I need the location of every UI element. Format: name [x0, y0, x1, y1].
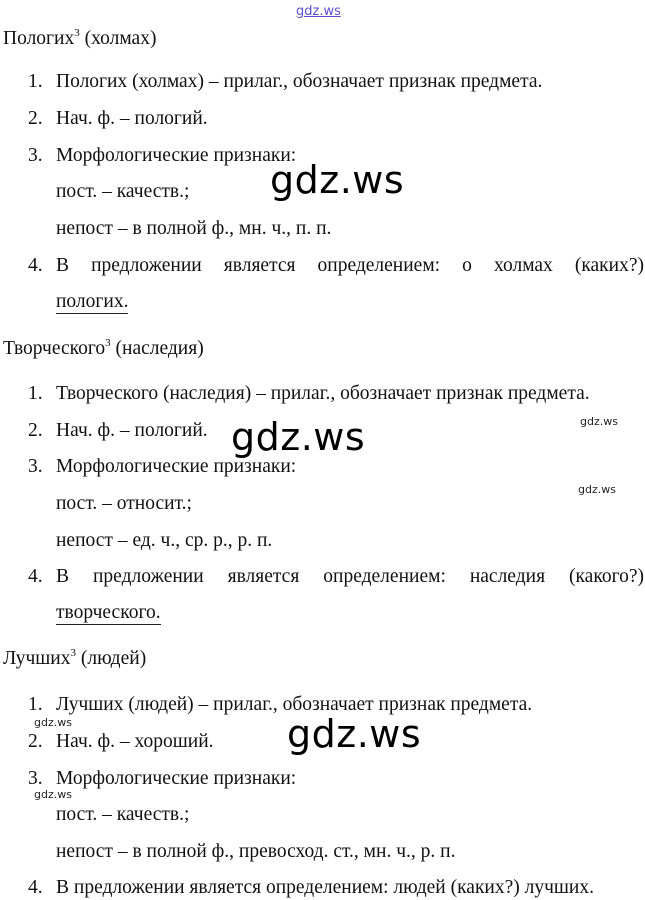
item-text: Нач. ф. – пологий. — [56, 108, 208, 129]
heading-superscript: 3 — [105, 337, 111, 349]
heading-rest: (людей) — [76, 648, 147, 669]
item-number: 1. — [28, 694, 43, 715]
underlined-word: пологих. — [56, 291, 129, 312]
item-number: 3. — [28, 456, 43, 477]
item-number: 4. — [28, 877, 43, 898]
underlined-word: творческого. — [56, 602, 161, 623]
item-subline: пост. – относит.; — [56, 493, 192, 514]
item-text: Морфологические признаки: — [56, 145, 297, 166]
item-number: 1. — [28, 383, 43, 404]
item-number: 4. — [28, 255, 43, 276]
item-text: Пологих (холмах) – прилаг., обозначает признак предмета. — [56, 71, 543, 92]
item-continuation — [56, 601, 161, 625]
item-text: В предложении является определением: людей (каких?) лучших. — [56, 877, 594, 898]
item-text: Нач. ф. – хороший. — [56, 731, 214, 752]
watermark-large: gdz.ws — [270, 158, 405, 202]
heading-superscript: 3 — [70, 647, 76, 659]
item-text: В предложении является определением: о холмах (каких?) — [56, 255, 644, 276]
section-heading — [3, 337, 204, 361]
heading-rest: (наследия) — [110, 338, 204, 359]
heading-superscript: 3 — [74, 27, 80, 39]
watermark-top[interactable]: gdz.ws — [296, 4, 341, 19]
item-text: Нач. ф. – пологий. — [56, 420, 208, 441]
item-text: Творческого (наследия) – прилаг., обозначает признак предмета. — [56, 383, 590, 404]
item-subline: пост. – качеств.; — [56, 181, 190, 202]
item-number: 3. — [28, 768, 43, 789]
item-number: 2. — [28, 108, 43, 129]
item-number: 1. — [28, 71, 43, 92]
watermark-small: gdz.ws — [34, 716, 72, 729]
watermark-large: gdz.ws — [231, 415, 366, 459]
watermark-small: gdz.ws — [34, 788, 72, 801]
item-number: 2. — [28, 420, 43, 441]
item-subline: непост – в полной ф., мн. ч., п. п. — [56, 218, 332, 239]
item-text: В предложении является определением: наследия (какого?) — [56, 566, 644, 587]
item-number: 3. — [28, 145, 43, 166]
heading-word: Творческого — [3, 338, 106, 359]
item-subline: пост. – качеств.; — [56, 804, 190, 825]
heading-word: Пологих — [3, 28, 75, 49]
section-heading — [3, 27, 156, 51]
watermark-large: gdz.ws — [287, 712, 422, 756]
item-number: 2. — [28, 731, 43, 752]
heading-word: Лучших — [3, 648, 71, 669]
watermark-small: gdz.ws — [578, 483, 616, 496]
section-heading — [3, 647, 146, 671]
item-text: Морфологические признаки: — [56, 768, 297, 789]
heading-rest: (холмах) — [79, 28, 157, 49]
watermark-small: gdz.ws — [580, 415, 618, 428]
item-text: Лучших (людей) – прилаг., обозначает признак предмета. — [56, 694, 533, 715]
item-number: 4. — [28, 566, 43, 587]
item-subline: непост – в полной ф., превосход. ст., мн. ч., р. п. — [56, 841, 456, 862]
item-text: Морфологические признаки: — [56, 456, 297, 477]
item-continuation — [56, 290, 128, 314]
item-subline: непост – ед. ч., ср. р., р. п. — [56, 530, 273, 551]
